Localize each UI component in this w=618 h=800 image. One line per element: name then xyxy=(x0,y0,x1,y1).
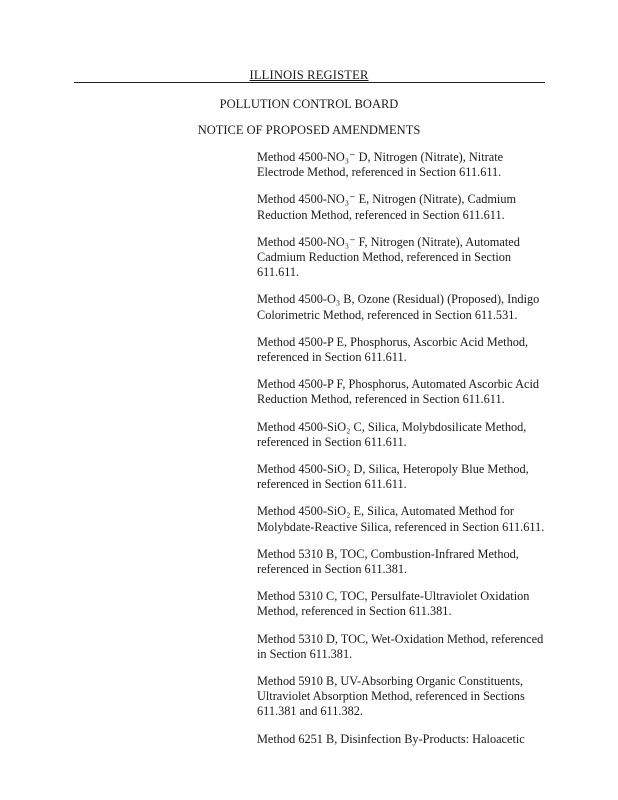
method-entry: Method 4500-NO₃⁻ D, Nitrogen (Nitrate), Nitrate Electrode Method, referenced in Section 611.611. xyxy=(257,150,504,180)
method-entry: Method 5310 D, TOC, Wet-Oxidation Method, referenced in Section 611.381. xyxy=(257,631,544,661)
register-title: ILLINOIS REGISTER xyxy=(249,68,369,82)
method-list xyxy=(257,150,547,759)
method-entry: Method 4500-SiO₂ E, Silica, Automated Method for Molybdate-Reactive Silica, referenced in Section 611.611. xyxy=(257,504,545,534)
method-entry: Method 4500-NO₃⁻ F, Nitrogen (Nitrate), Automated Cadmium Reduction Method, referenced in Section 611.611. xyxy=(257,234,520,280)
method-entry: Method 5310 C, TOC, Persulfate-Ultraviolet Oxidation Method, referenced in Section 611.381. xyxy=(257,589,530,619)
header-rule xyxy=(74,82,545,83)
method-entry: Method 4500-P E, Phosphorus, Ascorbic Acid Method, referenced in Section 611.611. xyxy=(257,334,529,365)
agency-name: POLLUTION CONTROL BOARD xyxy=(219,97,399,111)
method-entry: Method 4500-NO₃⁻ E, Nitrogen (Nitrate), Cadmium Reduction Method, referenced in Section 611.611. xyxy=(257,192,517,222)
method-entry: Method 4500-SiO₂ C, Silica, Molybdosilicate Method, referenced in Section 611.611. xyxy=(257,419,527,449)
method-entry: Method 5310 B, TOC, Combustion-Infrared Method, referenced in Section 611.381. xyxy=(257,546,519,577)
method-entry: Method 4500-SiO₂ D, Silica, Heteropoly Blue Method, referenced in Section 611.611. xyxy=(257,462,529,492)
notice-heading: NOTICE OF PROPOSED AMENDMENTS xyxy=(197,123,421,137)
method-entry: Method 4500-O₃ B, Ozone (Residual) (Proposed), Indigo Colorimetric Method, referenced in Section 611.531. xyxy=(257,292,540,322)
method-entry: Method 6251 B, Disinfection By-Products: Haloacetic xyxy=(257,731,525,746)
method-entry: Method 4500-P F, Phosphorus, Automated Ascorbic Acid Reduction Method, referenced in Section 611.611. xyxy=(257,377,540,407)
method-entry: Method 5910 B, UV-Absorbing Organic Constituents, Ultraviolet Absorption Method, referenced in Sections 611.381 and 611.382. xyxy=(257,674,525,719)
